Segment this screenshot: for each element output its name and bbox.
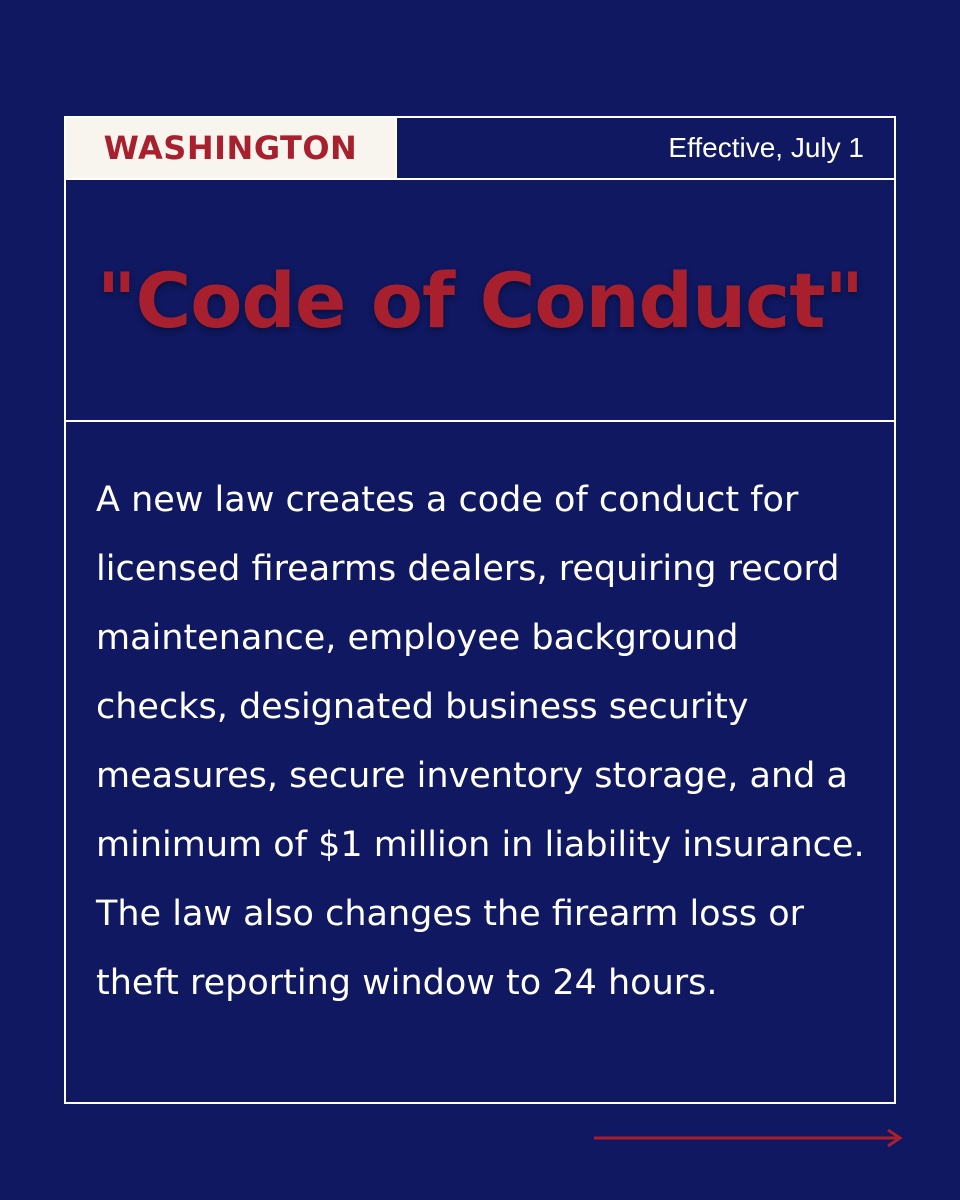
body-text: A new law creates a code of conduct for licensed firearms dealers, requiring record maintenance, employee background checks, designated business security measures, secure inventory storage, and a minimum of $1 million in liability insurance. The law also changes the firearm loss or theft reporting window to 24 hours. — [96, 480, 865, 1003]
state-tag — [66, 118, 397, 178]
title-block — [66, 180, 894, 422]
state-label: WASHINGTON — [103, 129, 358, 167]
page-title: "Code of Conduct" — [96, 255, 864, 345]
body-block — [66, 422, 894, 1102]
effective-date: Effective, July 1 — [668, 132, 864, 163]
info-card — [64, 116, 896, 1104]
arrow-right-icon[interactable] — [594, 1127, 904, 1149]
card-header — [66, 118, 894, 180]
